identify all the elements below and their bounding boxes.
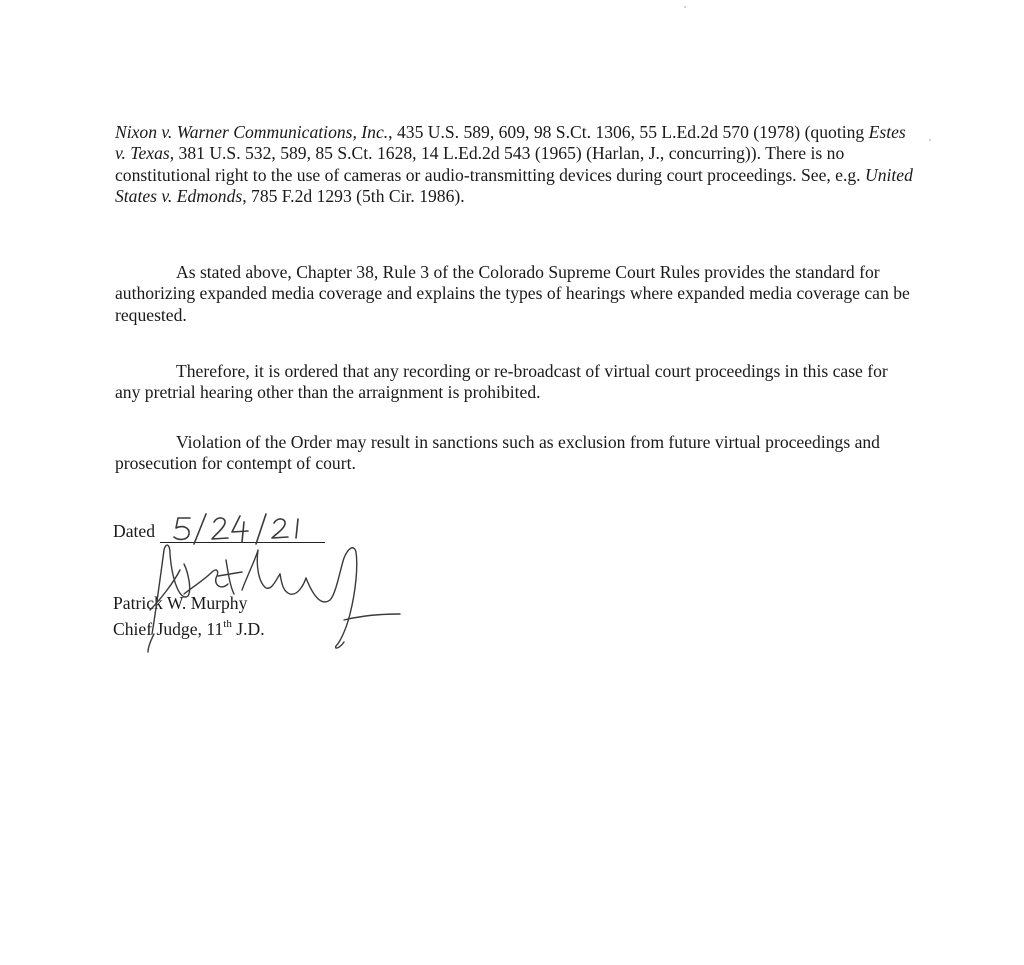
scan-speck [929, 139, 931, 141]
citation-nixon: , 435 U.S. 589, 609, 98 S.Ct. 1306, 55 L.Ed.2d 570 (1978) (quoting [388, 122, 869, 142]
paragraph-media-coverage-rule: As stated above, Chapter 38, Rule 3 of the Colorado Supreme Court Rules provides the standard for authorizing expanded media coverage and explains the types of hearings where expanded media coverage can be requested. [115, 262, 910, 325]
judge-name: Patrick W. Murphy [113, 593, 248, 613]
case-name-nixon: Nixon v. Warner Communications, Inc. [115, 122, 389, 142]
case-name-edmonds: United States v. Edmonds [115, 164, 913, 206]
case-name-estes: Estes v. Texas [115, 122, 906, 164]
signature [130, 530, 410, 655]
judge-title: Chief Judge, 11th J.D. [113, 618, 265, 639]
ordinal-suffix: th [223, 618, 232, 631]
paragraph-citations [115, 122, 915, 207]
citation-edmonds: , 785 F.2d 1293 (5th Cir. 1986). [242, 185, 465, 206]
scan-speck [684, 6, 686, 8]
paragraph-sanctions: Violation of the Order may result in sanctions such as exclusion from future virtual proceedings and prosecution for contempt of court. [115, 432, 880, 474]
citation-estes: , 381 U.S. 532, 589, 85 S.Ct. 1628, 14 L.Ed.2d 543 (1965) (Harlan, J., concurring)). There is no constitutional right to the use of cameras or audio-transmitting devices during court proceedings. See, e.g. [115, 143, 865, 185]
paragraph-order: Therefore, it is ordered that any recording or re-broadcast of virtual court proceedings in this case for any pretrial hearing other than the arraignment is prohibited. [115, 361, 888, 403]
dated-label: Dated [113, 521, 156, 541]
